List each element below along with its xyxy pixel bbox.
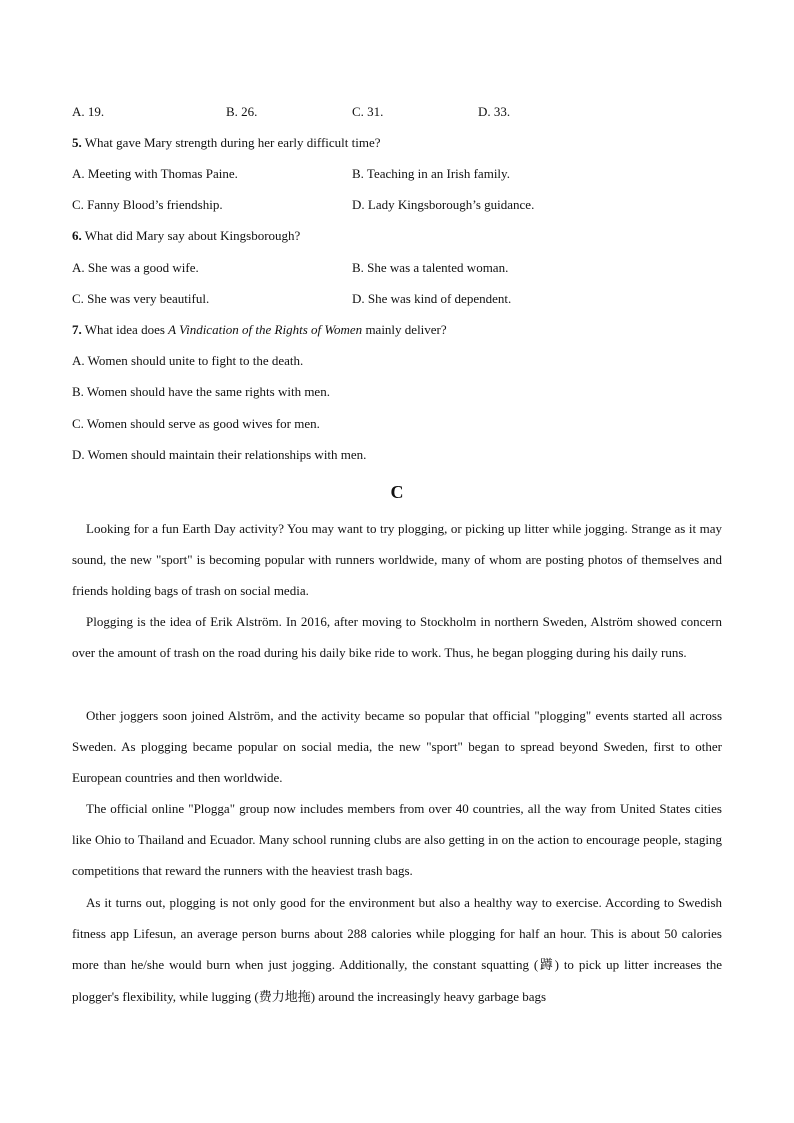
q7-text-before: What idea does xyxy=(84,322,169,337)
q6-option-d: D. She was kind of dependent. xyxy=(352,291,512,306)
q7-text-after: mainly deliver? xyxy=(362,322,447,337)
q4-option-a: A. 19. xyxy=(72,104,105,119)
q6-number: 6. xyxy=(72,228,82,243)
q6-text: What did Mary say about Kingsborough? xyxy=(84,228,301,243)
q7-question xyxy=(72,322,447,338)
passage-paragraph-2: Plogging is the idea of Erik Alström. In 2016, after moving to Stockholm in northern Sweden, Alström showed concern over the amount of trash on the road during his daily bike ride to work. Thus, he began plogging during his daily runs. xyxy=(72,614,722,661)
q5-option-c: C. Fanny Blood’s friendship. xyxy=(72,197,223,212)
q5-number: 5. xyxy=(72,135,82,150)
q6-option-b: B. She was a talented woman. xyxy=(352,260,509,275)
q7-option-b: B. Women should have the same rights with men. xyxy=(72,384,330,399)
section-heading: C xyxy=(390,482,404,502)
passage-paragraph-4: The official online "Plogga" group now includes members from over 40 countries, all the way from United States cities like Ohio to Thailand and Ecuador. Many school running clubs are also getting in on the action to encourage people, staging competitions that reward the runners with the heaviest trash bags. xyxy=(72,801,722,879)
q7-book-title: A Vindication of the Rights of Women xyxy=(168,322,363,337)
q6-option-c: C. She was very beautiful. xyxy=(72,291,210,306)
q7-number: 7. xyxy=(72,322,82,337)
q4-option-c: C. 31. xyxy=(352,104,384,119)
passage-paragraph-1: Looking for a fun Earth Day activity? You may want to try plogging, or picking up litter while jogging. Strange as it may sound, the new "sport" is becoming popular with runners worldwide, many of whom are posting photos of themselves and friends holding bags of trash on social media. xyxy=(72,521,722,599)
q5-text: What gave Mary strength during her early difficult time? xyxy=(84,135,381,150)
q7-option-c: C. Women should serve as good wives for men. xyxy=(72,416,320,431)
q5-option-a: A. Meeting with Thomas Paine. xyxy=(72,166,238,181)
q5-option-d: D. Lady Kingsborough’s guidance. xyxy=(352,197,535,212)
q7-option-d: D. Women should maintain their relationships with men. xyxy=(72,447,367,462)
q6-question xyxy=(72,228,300,244)
q5-question xyxy=(72,135,381,151)
passage-paragraph-3: Other joggers soon joined Alström, and the activity became so popular that official "plogging" events started all across Sweden. As plogging became popular on social media, the new "sport" began to spread beyond Sweden, first to other European countries and then worldwide. xyxy=(72,708,722,786)
q7-option-a: A. Women should unite to fight to the death. xyxy=(72,353,304,368)
q4-option-d: D. 33. xyxy=(478,104,511,119)
q4-option-b: B. 26. xyxy=(226,104,258,119)
passage-paragraph-5: As it turns out, plogging is not only good for the environment but also a healthy way to exercise. According to Swedish fitness app Lifesun, an average person burns about 288 calories while plogging for half an hour. This is about 50 calories more than he/she would burn when just jogging. Additionally, the constant squatting (蹲) to pick up litter increases the plogger's flexibility, while lugging (费力地拖) around the increasingly heavy garbage bags xyxy=(72,895,722,1004)
q6-option-a: A. She was a good wife. xyxy=(72,260,199,275)
q5-option-b: B. Teaching in an Irish family. xyxy=(352,166,510,181)
